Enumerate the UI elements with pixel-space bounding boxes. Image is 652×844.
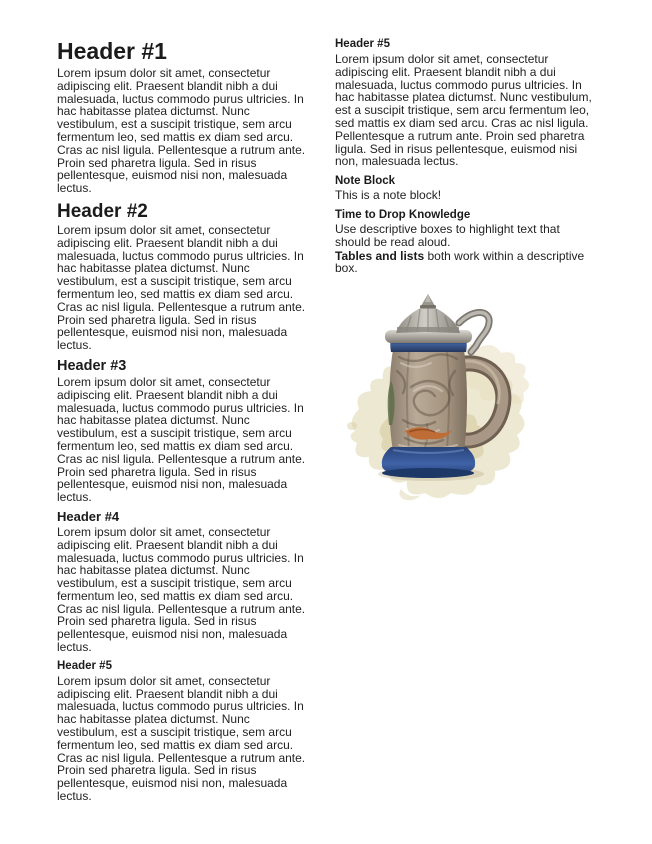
right-column [335, 38, 592, 803]
section-heading-5: Header #5 [57, 659, 112, 672]
note-block-label: Note Block [335, 175, 396, 188]
section-heading-2: Header #2 [57, 200, 148, 222]
tables-and-lists-rest: both work within a descriptive box. [335, 248, 585, 276]
section-paragraph: Lorem ipsum dolor sit amet, consectetur adipiscing elit. Praesent blandit nibh a dui malesuada, luctus commodo purus ultricies. In hac habitasse platea dictumst. Nunc vestibulum, est a suscipit tristique, sem arcu fermentum leo, sed mattis ex diam sed arcu. Cras ac nisl ligula. Pellentesque a rutrum ante. Proin sed pharetra ligula. Sed in risus pellentesque, euismod nisi non, malesuada lectus. [57, 222, 306, 353]
left-column [57, 38, 310, 803]
section-heading-5b: Header #5 [335, 38, 390, 50]
section-heading-1: Header #1 [57, 38, 167, 64]
beer-stein-illustration [339, 289, 543, 511]
section-paragraph: Lorem ipsum dolor sit amet, consectetur adipiscing elit. Praesent blandit nibh a dui malesuada, luctus commodo purus ultricies. In hac habitasse platea dictumst. Nunc vestibulum, est a suscipit tristique, sem arcu fermentum leo, sed mattis ex diam sed arcu. Cras ac nisl ligula. Pellentesque a rutrum ante. Proin sed pharetra ligula. Sed in risus pellentesque, euismod nisi non, malesuada lectus. [335, 52, 592, 169]
beer-stein-svg [339, 289, 543, 511]
stein-base [382, 447, 475, 478]
note-block-text: This is a note block! [335, 188, 442, 203]
section-heading-3: Header #3 [57, 357, 127, 374]
section-paragraph: Lorem ipsum dolor sit amet, consectetur adipiscing elit. Praesent blandit nibh a dui malesuada, luctus commodo purus ultricies. In hac habitasse platea dictumst. Nunc vestibulum, est a suscipit tristique, sem arcu fermentum leo, sed mattis ex diam sed arcu. Cras ac nisl ligula. Pellentesque a rutrum ante. Proin sed pharetra ligula. Sed in risus pellentesque, euismod nisi non, malesuada lectus. [57, 524, 306, 655]
tables-and-lists-bold: Tables and lists [335, 248, 425, 263]
knowledge-block-label: Time to Drop Knowledge [335, 208, 471, 221]
stein-body [388, 349, 467, 452]
section-paragraph: Lorem ipsum dolor sit amet, consectetur adipiscing elit. Praesent blandit nibh a dui malesuada, luctus commodo purus ultricies. In hac habitasse platea dictumst. Nunc vestibulum, est a suscipit tristique, sem arcu fermentum leo, sed mattis ex diam sed arcu. Cras ac nisl ligula. Pellentesque a rutrum ante. Proin sed pharetra ligula. Sed in risus pellentesque, euismod nisi non, malesuada lectus. [57, 673, 306, 804]
section-paragraph: Lorem ipsum dolor sit amet, consectetur adipiscing elit. Praesent blandit nibh a dui malesuada, luctus commodo purus ultricies. In hac habitasse platea dictumst. Nunc vestibulum, est a suscipit tristique, sem arcu fermentum leo, sed mattis ex diam sed arcu. Cras ac nisl ligula. Pellentesque a rutrum ante. Proin sed pharetra ligula. Sed in risus pellentesque, euismod nisi non, malesuada lectus. [57, 374, 306, 505]
tables-and-lists-line [335, 250, 592, 276]
section-paragraph: Lorem ipsum dolor sit amet, consectetur adipiscing elit. Praesent blandit nibh a dui malesuada, luctus commodo purus ultricies. In hac habitasse platea dictumst. Nunc vestibulum, est a suscipit tristique, sem arcu fermentum leo, sed mattis ex diam sed arcu. Cras ac nisl ligula. Pellentesque a rutrum ante. Proin sed pharetra ligula. Sed in risus pellentesque, euismod nisi non, malesuada lectus. [57, 66, 306, 196]
knowledge-block-text: Use descriptive boxes to highlight text that should be read aloud. [335, 221, 560, 249]
section-heading-4: Header #4 [57, 508, 120, 524]
lid-cone [396, 294, 460, 333]
